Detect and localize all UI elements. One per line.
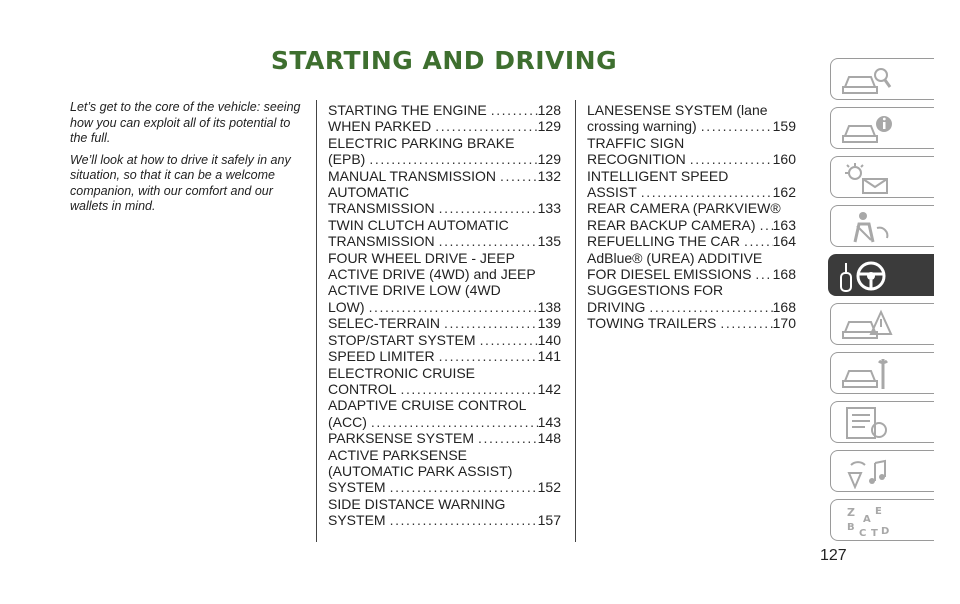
dot-leader xyxy=(365,299,538,315)
toc-entry[interactable] xyxy=(587,200,796,233)
toc-entry[interactable] xyxy=(328,332,561,348)
column-divider xyxy=(575,100,576,542)
toc-entry[interactable] xyxy=(587,102,796,135)
car-emergency-icon xyxy=(841,308,893,342)
dot-leader xyxy=(365,151,537,167)
dot-leader xyxy=(697,118,773,134)
toc-page-number: 129 xyxy=(537,151,561,168)
toc-entry[interactable] xyxy=(587,168,796,201)
dot-leader xyxy=(716,315,772,331)
intro-paragraph: We’ll look at how to drive it safely in any situation, so that it can be a welcome companion, with our comfort and our wallets in mind. xyxy=(70,152,291,213)
toc-entry-title: INTELLIGENT SPEED xyxy=(587,167,729,184)
toc-entry-title: STARTING THE ENGINE xyxy=(328,102,487,118)
toc-entry-title: (AUTOMATIC PARK ASSIST) xyxy=(328,462,513,479)
dot-leader xyxy=(637,184,773,200)
toc-entry[interactable] xyxy=(328,168,561,184)
toc-page-number: 138 xyxy=(537,298,561,315)
toc-page-number: 152 xyxy=(537,479,561,496)
dot-leader xyxy=(435,348,538,364)
toc-entry[interactable] xyxy=(328,135,561,168)
dot-leader xyxy=(386,479,538,495)
dot-leader xyxy=(686,151,773,167)
svg-text:T: T xyxy=(871,528,878,538)
key-steering-wheel-icon xyxy=(839,259,891,293)
toc-page-number: 157 xyxy=(537,512,561,529)
toc-entry[interactable] xyxy=(587,250,796,283)
toc-page-number: 133 xyxy=(537,200,561,217)
toc-entry-title: SIDE DISTANCE WARNING xyxy=(328,495,506,512)
svg-text:C: C xyxy=(859,528,867,538)
toc-entry-title: TRAFFIC SIGN xyxy=(587,134,685,151)
toc-entry-title: TOWING TRAILERS xyxy=(587,315,717,332)
toc-entry-title: AUTOMATIC xyxy=(328,184,410,201)
toc-entry-title: MANUAL TRANSMISSION xyxy=(328,167,497,184)
dot-leader xyxy=(396,381,537,397)
toc-column-1 xyxy=(328,102,561,529)
toc-entry-title: TRANSMISSION xyxy=(328,200,435,217)
column-divider xyxy=(316,100,317,542)
toc-entry-title: (ACC) xyxy=(328,413,367,430)
car-info-icon xyxy=(841,112,893,146)
toc-entry-title: DRIVING xyxy=(587,298,646,315)
toc-page-number: 160 xyxy=(772,151,796,168)
toc-entry[interactable] xyxy=(328,184,561,217)
toc-page-number: 143 xyxy=(537,413,561,430)
chapter-tab[interactable] xyxy=(828,254,934,296)
index-letters-icon xyxy=(841,504,893,538)
svg-text:E: E xyxy=(875,506,882,517)
toc-entry-title: STOP/START SYSTEM xyxy=(328,331,476,348)
toc-entry[interactable] xyxy=(328,496,561,529)
dot-leader xyxy=(474,430,538,446)
toc-page-number: 164 xyxy=(772,233,796,250)
toc-entry-title: ASSIST xyxy=(587,184,637,201)
intro-paragraph: Let’s get to the core of the vehicle: seeing how you can exploit all of its potential to the full. xyxy=(70,100,301,145)
toc-page-number: 139 xyxy=(537,315,561,332)
toc-entry-title: TRANSMISSION xyxy=(328,233,435,250)
toc-page-number: 141 xyxy=(537,348,561,365)
toc-entry-title: ACTIVE DRIVE (4WD) and JEEP xyxy=(328,266,536,283)
technical-data-icon xyxy=(841,406,893,440)
toc-entry-title: LOW) xyxy=(328,298,365,315)
dot-leader xyxy=(367,414,538,430)
svg-text:D: D xyxy=(881,526,890,537)
toc-entry-title: TWIN CLUTCH AUTOMATIC xyxy=(328,216,509,233)
toc-entry-title: RECOGNITION xyxy=(587,151,686,168)
chapter-tab[interactable] xyxy=(830,352,934,394)
toc-entry-title: PARKSENSE SYSTEM xyxy=(328,430,475,447)
multimedia-icon xyxy=(841,455,893,489)
toc-page-number: 170 xyxy=(772,315,796,332)
toc-entry-title: ELECTRONIC CRUISE xyxy=(328,364,476,381)
toc-entry-title: WHEN PARKED xyxy=(328,118,432,135)
dot-leader xyxy=(487,102,538,118)
chapter-tab[interactable] xyxy=(830,499,934,541)
page-title: STARTING AND DRIVING xyxy=(270,46,618,75)
chapter-tab[interactable] xyxy=(830,303,934,345)
toc-entry-title: crossing warning) xyxy=(587,118,697,135)
toc-entry[interactable] xyxy=(587,282,796,315)
toc-page-number: 148 xyxy=(537,430,561,447)
toc-entry-title: LANESENSE SYSTEM (lane xyxy=(587,102,768,118)
car-maintenance-icon xyxy=(841,357,893,391)
toc-entry-title: SPEED LIMITER xyxy=(328,348,435,365)
chapter-tab[interactable] xyxy=(830,156,934,198)
toc-entry-title: ACTIVE PARKSENSE xyxy=(328,446,468,463)
toc-entry-title: ELECTRIC PARKING BRAKE xyxy=(328,134,515,151)
toc-entry-title: REAR BACKUP CAMERA) xyxy=(587,216,756,233)
toc-entry[interactable] xyxy=(328,397,561,430)
seatbelt-person-icon xyxy=(841,210,893,244)
toc-page-number: 132 xyxy=(537,167,561,184)
toc-entry[interactable] xyxy=(328,250,561,316)
toc-entry-title: REAR CAMERA (PARKVIEW® xyxy=(587,200,781,217)
toc-entry[interactable] xyxy=(587,135,796,168)
car-search-icon xyxy=(841,63,893,97)
intro-text xyxy=(70,100,302,221)
chapter-tab[interactable] xyxy=(830,58,934,100)
toc-page-number: 162 xyxy=(772,184,796,201)
chapter-tab[interactable] xyxy=(830,107,934,149)
toc-entry-title: SUGGESTIONS FOR xyxy=(587,282,724,299)
toc-page-number: 140 xyxy=(537,331,561,348)
toc-entry[interactable] xyxy=(328,315,561,331)
toc-entry-title: ACTIVE DRIVE LOW (4WD xyxy=(328,282,501,299)
toc-page-number: 135 xyxy=(537,233,561,250)
toc-entry[interactable] xyxy=(328,447,561,496)
chapter-tab[interactable] xyxy=(830,450,934,492)
dot-leader xyxy=(751,266,772,282)
toc-entry-title: SYSTEM xyxy=(328,479,386,496)
toc-entry[interactable] xyxy=(328,217,561,250)
svg-text:Z: Z xyxy=(847,506,855,519)
warning-lights-icon xyxy=(841,161,893,195)
toc-entry-title: CONTROL xyxy=(328,380,397,397)
chapter-tab[interactable] xyxy=(830,205,934,247)
dot-leader xyxy=(386,512,538,528)
toc-entry-title: SELEC-TERRAIN xyxy=(328,315,441,332)
toc-entry-title: AdBlue® (UREA) ADDITIVE xyxy=(587,249,763,266)
dot-leader xyxy=(435,200,538,216)
toc-entry[interactable] xyxy=(587,233,796,249)
dot-leader xyxy=(431,118,537,134)
toc-page-number: 159 xyxy=(772,118,796,135)
dot-leader xyxy=(476,332,538,348)
dot-leader xyxy=(645,299,772,315)
page-number: 127 xyxy=(820,547,847,564)
toc-entry-title: FOUR WHEEL DRIVE - JEEP xyxy=(328,249,515,266)
toc-entry-title: SYSTEM xyxy=(328,512,386,529)
toc-page-number: 168 xyxy=(772,266,796,283)
dot-leader xyxy=(756,217,773,233)
toc-entry[interactable] xyxy=(587,315,796,331)
svg-text:B: B xyxy=(847,522,855,533)
dot-leader xyxy=(496,168,538,184)
toc-entry-title: ADAPTIVE CRUISE CONTROL xyxy=(328,397,527,414)
toc-page-number: 142 xyxy=(537,380,561,397)
toc-entry[interactable] xyxy=(328,102,561,118)
toc-entry[interactable] xyxy=(328,365,561,398)
toc-column-2 xyxy=(587,102,796,332)
dot-leader xyxy=(440,315,538,331)
toc-page-number: 168 xyxy=(772,298,796,315)
chapter-tab[interactable] xyxy=(830,401,934,443)
toc-entry-title: REFUELLING THE CAR xyxy=(587,233,740,250)
toc-entry[interactable] xyxy=(328,118,561,134)
toc-entry-title: (EPB) xyxy=(328,151,366,168)
toc-page-number: 163 xyxy=(772,216,796,233)
toc-page-number: 128 xyxy=(537,102,561,118)
dot-leader xyxy=(435,233,538,249)
toc-entry[interactable] xyxy=(328,430,561,446)
toc-entry[interactable] xyxy=(328,348,561,364)
toc-entry-title: FOR DIESEL EMISSIONS xyxy=(587,266,752,283)
dot-leader xyxy=(740,233,773,249)
svg-text:A: A xyxy=(863,514,871,525)
toc-page-number: 129 xyxy=(537,118,561,135)
